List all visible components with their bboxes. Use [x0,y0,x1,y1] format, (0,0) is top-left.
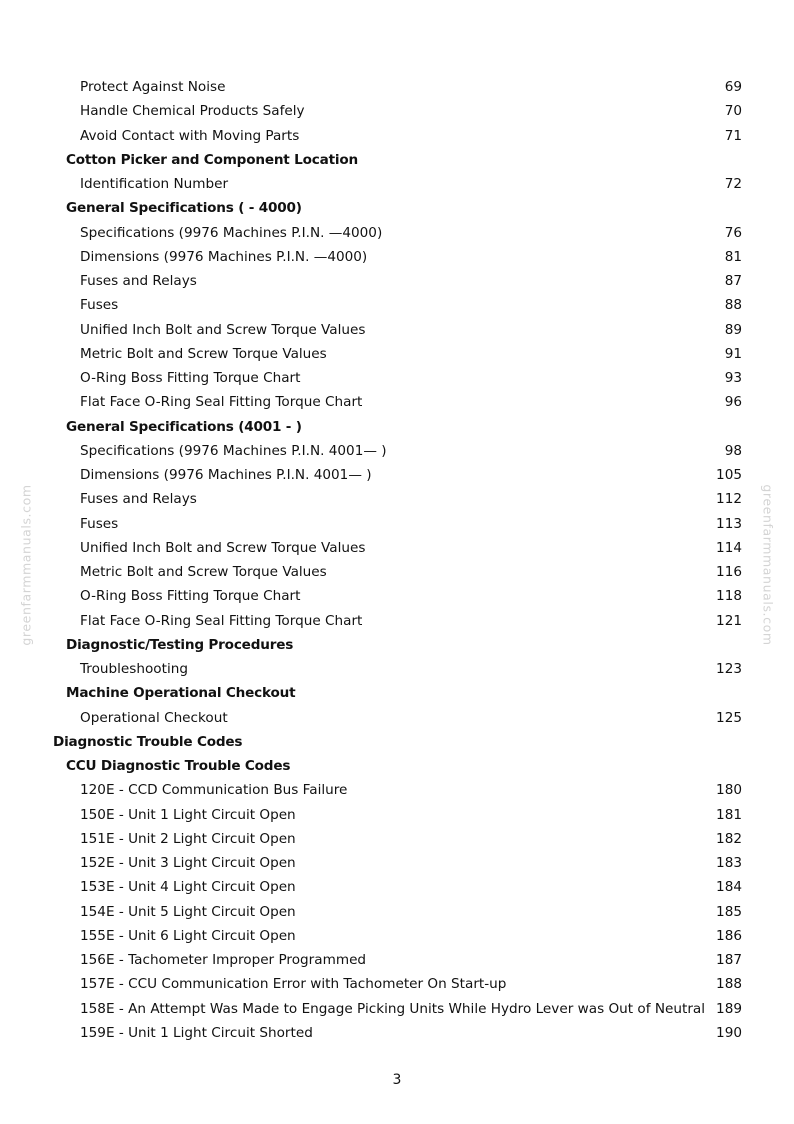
toc-entry-page-number: 69 [724,79,742,95]
toc-entry[interactable] [0,293,794,317]
toc-entry-title: Metric Bolt and Screw Torque Values [80,564,327,580]
toc-entry-title: Fuses [80,297,119,314]
toc-entry-page-number: 181 [716,806,742,823]
toc-entry[interactable] [0,536,794,560]
toc-entry-title: Protect Against Noise [80,79,226,95]
toc-entry-title: Handle Chemical Products Safely [80,103,305,120]
toc-entry-page-number: 113 [716,515,742,532]
toc-entry-title: 120E - CCD Communication Bus Failure [80,782,348,799]
watermark-left: greenfarmmanuals.com [18,484,34,646]
toc-entry-page-number: 187 [716,952,742,968]
toc-entry[interactable] [0,1021,794,1045]
toc-entry-page-number: 118 [716,588,742,605]
toc-entry-page-number: 76 [724,224,742,241]
toc-entry-page-number: 184 [716,879,742,896]
toc-entry-title: O-Ring Boss Fitting Torque Chart [80,370,301,386]
toc-entry[interactable] [0,124,794,148]
toc-entry-title: Machine Operational Checkout [66,685,296,702]
toc-entry-title: 156E - Tachometer Improper Programmed [80,952,367,968]
toc-entry-title: O-Ring Boss Fitting Torque Chart [80,588,301,605]
toc-entry-page-number: 190 [716,1024,742,1041]
toc-entry-page-number: 91 [724,345,742,362]
toc-entry-page-number: 180 [716,782,742,799]
toc-entry[interactable] [0,875,794,899]
toc-entry[interactable] [0,657,794,681]
toc-entry-page-number: 125 [716,709,742,726]
toc-section-heading[interactable] [0,633,794,657]
toc-entry-title: 157E - CCU Communication Error with Tachometer On Start-up [80,976,507,993]
toc-entry-page-number: 116 [716,564,742,580]
toc-entry-page-number: 182 [716,830,742,847]
toc-entry-title: 155E - Unit 6 Light Circuit Open [80,927,296,944]
toc-section-heading[interactable] [0,754,794,778]
toc-entry-title: Troubleshooting [80,661,188,677]
toc-entry-page-number: 186 [716,927,742,944]
toc-entry-title: 151E - Unit 2 Light Circuit Open [80,830,296,847]
toc-entry-page-number: 93 [724,370,742,386]
toc-entry[interactable] [0,778,794,802]
toc-entry-title: Diagnostic Trouble Codes [53,733,243,750]
toc-entry-title: Dimensions (9976 Machines P.I.N. —4000) [80,248,368,265]
toc-section-heading[interactable] [0,730,794,754]
toc-section-heading[interactable] [0,148,794,172]
toc-entry-title: Fuses and Relays [80,273,197,289]
toc-entry-title: Avoid Contact with Moving Parts [80,127,300,144]
toc-entry-title: General Specifications (4001 - ) [66,418,302,435]
toc-entry[interactable] [0,972,794,996]
toc-entry-page-number: 114 [716,539,742,556]
toc-entry-page-number: 81 [724,248,742,265]
page-number: 3 [392,1072,402,1088]
table-of-contents [0,75,794,1045]
toc-entry-page-number: 70 [724,103,742,120]
toc-entry[interactable] [0,803,794,827]
toc-entry[interactable] [0,390,794,414]
toc-entry-page-number: 98 [724,442,742,459]
toc-entry-title: 154E - Unit 5 Light Circuit Open [80,903,296,920]
toc-entry[interactable] [0,560,794,584]
toc-entry-title: CCU Diagnostic Trouble Codes [66,758,291,774]
toc-entry[interactable] [0,706,794,730]
toc-entry-title: Diagnostic/Testing Procedures [66,636,294,653]
toc-entry[interactable] [0,827,794,851]
toc-entry-title: Flat Face O-Ring Seal Fitting Torque Chart [80,394,363,411]
toc-entry[interactable] [0,463,794,487]
toc-entry-title: Flat Face O-Ring Seal Fitting Torque Chart [80,612,363,629]
toc-entry-title: 150E - Unit 1 Light Circuit Open [80,806,296,823]
toc-entry-title: Fuses and Relays [80,491,197,508]
toc-entry-title: Specifications (9976 Machines P.I.N. 4001— ) [80,442,387,459]
toc-entry-page-number: 71 [724,127,742,144]
toc-entry-page-number: 123 [716,661,742,677]
toc-entry-page-number: 105 [716,467,742,483]
toc-entry[interactable] [0,221,794,245]
toc-entry-title: General Specifications ( - 4000) [66,200,302,217]
toc-entry[interactable] [0,997,794,1021]
toc-entry[interactable] [0,948,794,972]
toc-entry-title: Unified Inch Bolt and Screw Torque Values [80,539,366,556]
toc-entry-page-number: 72 [724,176,742,192]
toc-entry[interactable] [0,439,794,463]
toc-entry[interactable] [0,609,794,633]
toc-entry-page-number: 87 [724,273,742,289]
toc-entry[interactable] [0,512,794,536]
toc-entry[interactable] [0,245,794,269]
toc-entry-title: Metric Bolt and Screw Torque Values [80,345,327,362]
toc-entry-page-number: 121 [716,612,742,629]
toc-entry[interactable] [0,99,794,123]
toc-entry-page-number: 89 [724,321,742,338]
toc-entry-title: Cotton Picker and Component Location [66,151,358,168]
toc-entry[interactable] [0,172,794,196]
toc-entry[interactable] [0,366,794,390]
toc-entry-title: Dimensions (9976 Machines P.I.N. 4001— ) [80,467,372,483]
toc-entry[interactable] [0,900,794,924]
toc-entry-page-number: 96 [724,394,742,411]
toc-entry[interactable] [0,487,794,511]
toc-entry[interactable] [0,75,794,99]
toc-entry[interactable] [0,851,794,875]
toc-entry-page-number: 183 [716,855,742,871]
toc-entry-title: Unified Inch Bolt and Screw Torque Values [80,321,366,338]
toc-entry-title: 152E - Unit 3 Light Circuit Open [80,855,296,871]
toc-entry-page-number: 188 [716,976,742,993]
watermark-right: greenfarmmanuals.com [760,484,776,646]
toc-entry-page-number: 189 [716,1000,742,1017]
toc-entry[interactable] [0,924,794,948]
toc-entry-title: Fuses [80,515,119,532]
toc-entry-page-number: 112 [716,491,742,508]
toc-entry-title: Identification Number [80,176,229,192]
toc-entry-title: 158E - An Attempt Was Made to Engage Picking Units While Hydro Lever was Out of Neutral [80,1000,706,1017]
toc-section-heading[interactable] [0,681,794,705]
toc-entry[interactable] [0,584,794,608]
toc-entry-title: Operational Checkout [80,709,228,726]
toc-entry-title: Specifications (9976 Machines P.I.N. —4000) [80,224,383,241]
toc-entry-title: 159E - Unit 1 Light Circuit Shorted [80,1024,313,1041]
toc-entry[interactable] [0,269,794,293]
toc-entry[interactable] [0,342,794,366]
toc-section-heading[interactable] [0,196,794,220]
toc-section-heading[interactable] [0,415,794,439]
toc-entry[interactable] [0,318,794,342]
toc-entry-title: 153E - Unit 4 Light Circuit Open [80,879,296,896]
toc-entry-page-number: 185 [716,903,742,920]
toc-entry-page-number: 88 [724,297,742,314]
